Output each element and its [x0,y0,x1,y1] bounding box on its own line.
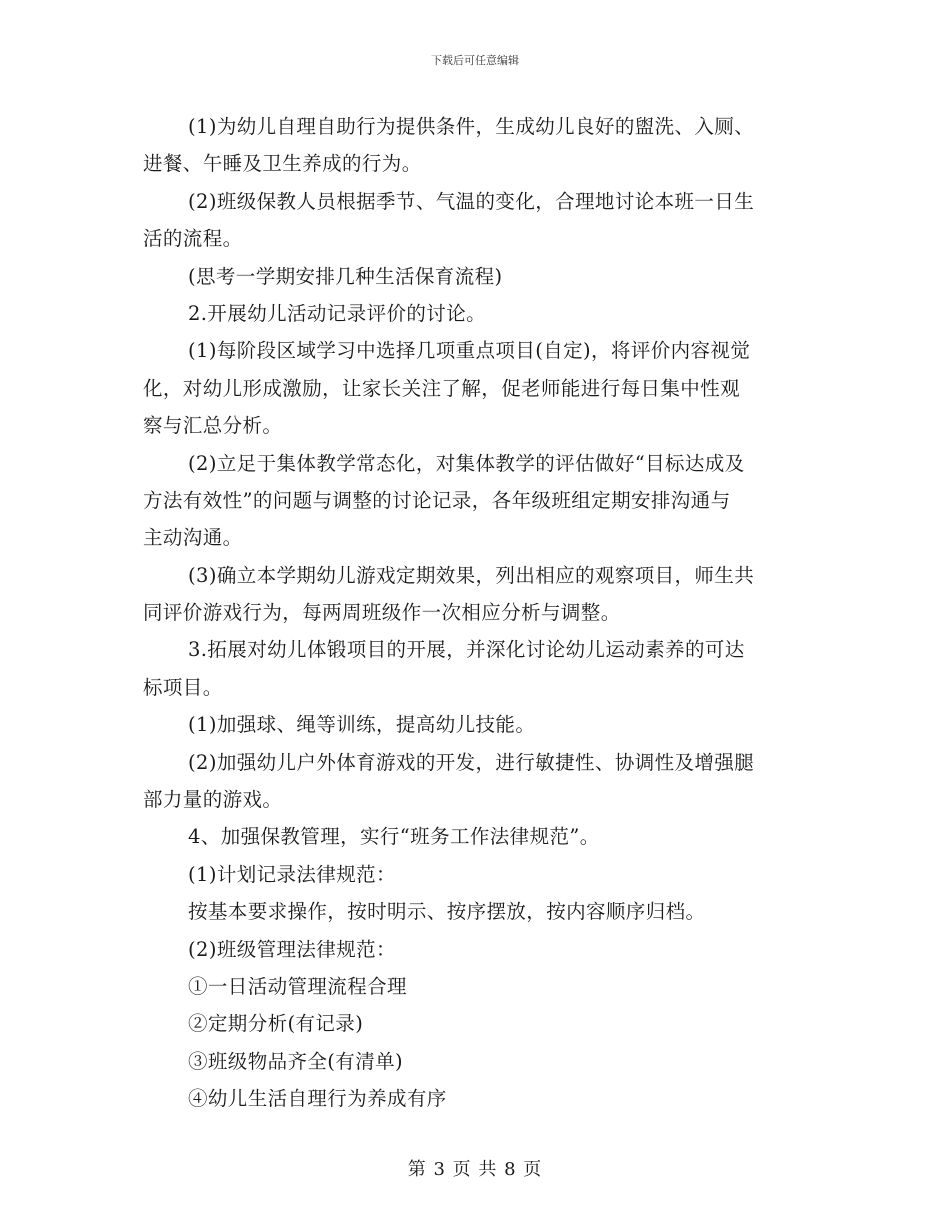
paragraph-line: (3)确立本学期幼儿游戏定期效果，列出相应的观察项目，师生共 [188,563,755,587]
paragraph-line: (2)班级管理法律规范： [188,937,396,961]
paragraph-line: 按基本要求操作，按时明示、按序摆放，按内容顺序归档。 [188,900,706,924]
paragraph-line: (1)为幼儿自理自助行为提供条件，生成幼儿良好的盥洗、入厕、 [188,115,755,138]
paragraph-line: (1)每阶段区域学习中选择几项重点项目(自定)，将评价内容视觉 [188,339,751,363]
paragraph-line: 化，对幼儿形成激励，让家长关注了解，促老师能进行每日集中性观 [143,376,741,400]
paragraph-line: ②定期分析(有记录) [188,1012,364,1036]
paragraph-line: 活的流程。 [143,227,243,251]
paragraph-line: ①一日活动管理流程合理 [188,974,407,998]
paragraph-line: (2)加强幼儿户外体育游戏的开发，进行敏捷性、协调性及增强腿 [188,750,755,774]
paragraph-line: (2)班级保教人员根据季节、气温的变化，合理地讨论本班一日生 [188,189,755,213]
paragraph-line: 2.开展幼儿活动记录评价的讨论。 [188,301,487,325]
paragraph-line: 同评价游戏行为，每两周班级作一次相应分析与调整。 [143,601,621,625]
page-footer: 第 3 页 共 8 页 [407,1159,543,1180]
paragraph-line: (1)加强球、绳等训练，提高幼儿技能。 [188,713,536,737]
paragraph-line: 3.拓展对幼儿体锻项目的开展，并深化讨论幼儿运动素养的可达 [188,638,745,662]
paragraph-line: ③班级物品齐全(有清单) [188,1049,404,1073]
paragraph-line: 4、加强保教管理，实行“班务工作法律规范”。 [188,825,600,849]
paragraph-line: 部力量的游戏。 [143,788,283,812]
document-body [143,108,811,1118]
paragraph-line: 主动沟通。 [143,526,243,550]
paragraph-line: ④幼儿生活自理行为养成有序 [188,1087,447,1111]
paragraph-line: (1)计划记录法律规范： [188,862,396,886]
paragraph-line: (思考一学期安排几种生活保育流程) [188,264,503,288]
paragraph-line: 察与汇总分析。 [143,414,283,438]
paragraph-line: (2)立足于集体教学常态化，对集体教学的评估做好“目标达成及 [188,451,745,475]
paragraph-line: 进餐、午睡及卫生养成的行为。 [143,152,422,176]
paragraph-line: 方法有效性”的问题与调整的讨论记录，各年级班组定期安排沟通与 [143,488,731,512]
paragraph-line: 标项目。 [143,675,223,699]
page-header: 下载后可任意编辑 [431,54,519,67]
